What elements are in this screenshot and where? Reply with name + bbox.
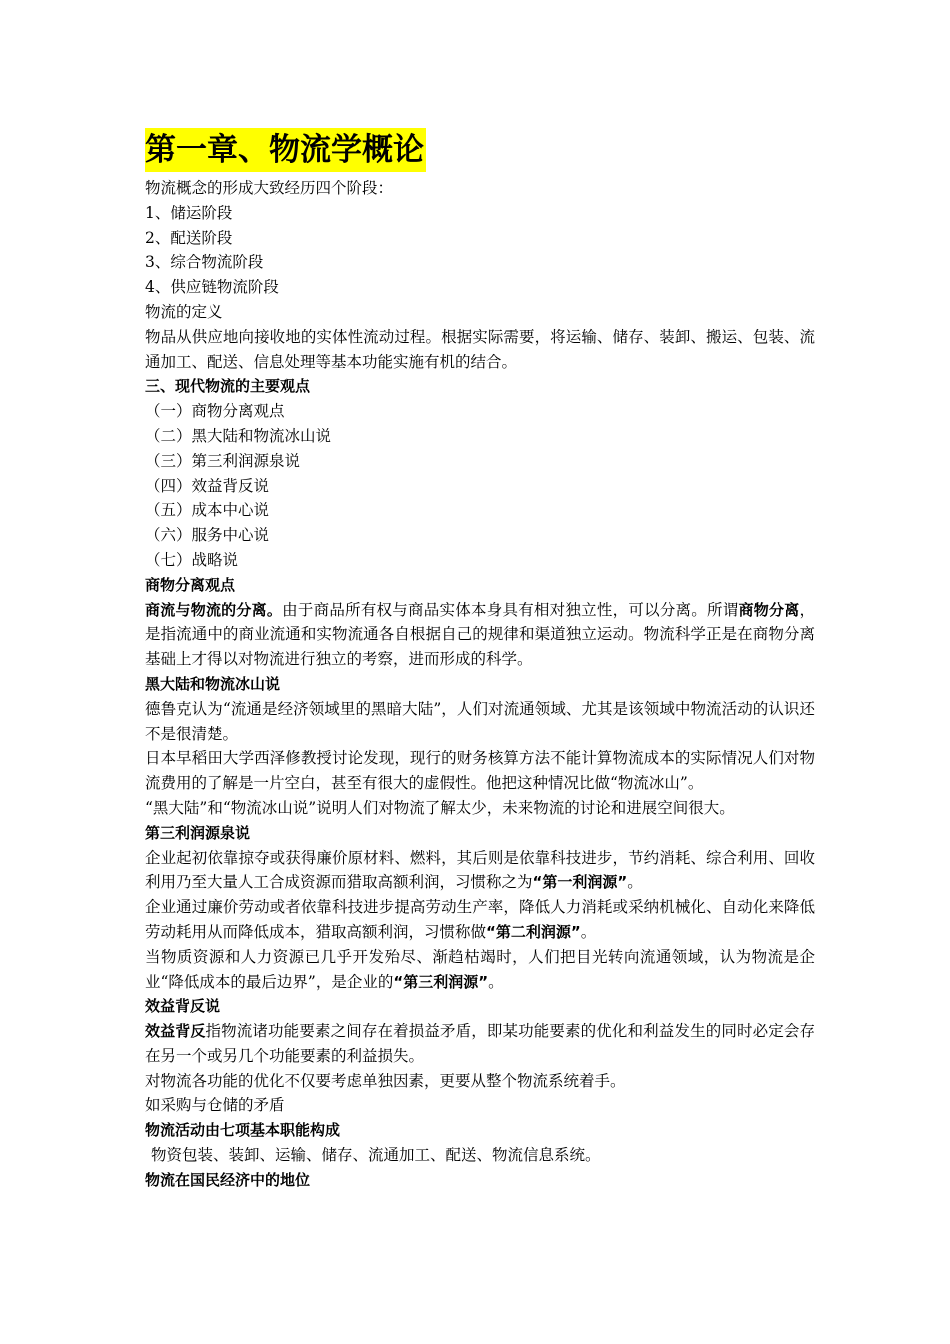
paragraph-text: 由于商品所有权与商品实体本身具有相对独立性，可以分离。所谓	[282, 600, 739, 619]
paragraph-text: 。	[580, 922, 597, 941]
functions-heading: 物流活动由七项基本职能构成	[145, 1121, 341, 1140]
profit-heading: 第三利润源泉说	[145, 823, 251, 842]
profit-paragraph	[145, 846, 815, 896]
definition-text: 物品从供应地向接收地的实体性流动过程。根据实际需要，将运输、储存、装卸、搬运、包装、流通加工、配送、信息处理等基本功能实施有机的结合。	[145, 327, 815, 371]
views-heading: 三、现代物流的主要观点	[145, 377, 311, 396]
document-page	[145, 128, 815, 1193]
paragraph-text: 当物质资源和人力资源已几乎开发殆尽、渐趋枯竭时，人们把目光转向流通领域，认为物流是企业“降低成本的最后边界”，是企业的	[145, 947, 815, 991]
functions-text: 物资包装、装卸、运输、储存、流通加工、配送、物流信息系统。	[151, 1146, 601, 1165]
stage-item: 3、综合物流阶段	[145, 253, 264, 272]
tradeoff-paragraph: 对物流各功能的优化不仅要考虑单独因素，更要从整个物流系统着手。	[145, 1071, 626, 1090]
iceberg-paragraph: 德鲁克认为“流通是经济领域里的黑暗大陆”，人们对流通领域、尤其是该领域中物流活动的认识还不是很清楚。	[145, 699, 815, 743]
paragraph-text: 。	[627, 873, 643, 892]
iceberg-heading: 黑大陆和物流冰山说	[145, 674, 281, 693]
chapter-title: 第一章、物流学概论	[145, 128, 426, 172]
paragraph-text: 企业起初依靠掠夺或获得廉价原材料、燃料，其后则是依靠科技进步，节约消耗、综合利用、回收利用乃至大量人工合成资源而猎取高额利润，习惯称之为	[145, 848, 815, 892]
separation-paragraph	[145, 598, 815, 672]
view-item: （五）成本中心说	[145, 501, 270, 520]
tradeoff-heading: 效益背反说	[145, 997, 221, 1016]
view-item: （一）商物分离观点	[145, 402, 285, 421]
tradeoff-paragraph: 如采购与仓储的矛盾	[145, 1096, 285, 1115]
view-item: （六）服务中心说	[145, 526, 270, 545]
iceberg-paragraph: 日本早稻田大学西泽修教授讨论发现，现行的财务核算方法不能计算物流成本的实际情况人们对物流费用的了解是一片空白，甚至有很大的虚假性。他把这种情况比做“物流冰山”。	[145, 749, 815, 793]
bold-term: 商物分离	[738, 600, 800, 619]
paragraph-text: 指物流诸功能要素之间存在着损益矛盾，即某功能要素的优化和利益发生的同时必定会存在另一个或另几个功能要素的利益损失。	[145, 1022, 815, 1065]
bold-term: 效益背反	[145, 1022, 206, 1041]
view-item: （三）第三利润源泉说	[145, 451, 301, 470]
bold-term: 商流与物流的分离。	[145, 600, 283, 619]
profit-paragraph	[145, 945, 815, 995]
profit-paragraph	[145, 895, 815, 945]
tradeoff-paragraph	[145, 1019, 815, 1069]
bold-term: “第一利润源”	[532, 873, 628, 892]
definition-heading: 物流的定义	[145, 302, 223, 321]
intro-line: 物流概念的形成大致经历四个阶段：	[145, 179, 394, 197]
bold-term: “第三利润源”	[393, 972, 489, 991]
bold-term: “第二利润源”	[486, 922, 581, 941]
stage-item: 4、供应链物流阶段	[145, 278, 279, 297]
paragraph-text: 。	[488, 972, 504, 991]
view-item: （四）效益背反说	[145, 476, 270, 495]
stage-item: 2、配送阶段	[145, 228, 233, 247]
stage-item: 1、储运阶段	[145, 203, 233, 222]
paragraph-text: ，是指流通中的商业流通和实物流通各自根据自己的规律和渠道独立运动。物流科学正是在商物分离基础上才得以对物流进行独立的考察，进而形成的科学。	[145, 600, 815, 669]
economy-heading: 物流在国民经济中的地位	[145, 1170, 311, 1189]
separation-heading: 商物分离观点	[145, 575, 236, 594]
view-item: （二）黑大陆和物流冰山说	[145, 426, 332, 445]
iceberg-paragraph: “黑大陆”和“物流冰山说”说明人们对物流了解太少，未来物流的讨论和进展空间很大。	[145, 798, 735, 817]
paragraph-text: 企业通过廉价劳动或者依靠科技进步提高劳动生产率，降低人力消耗或采纳机械化、自动化来降低劳动耗用从而降低成本，猎取高额利润，习惯称做	[145, 898, 815, 941]
view-item: （七）战略说	[145, 550, 239, 569]
